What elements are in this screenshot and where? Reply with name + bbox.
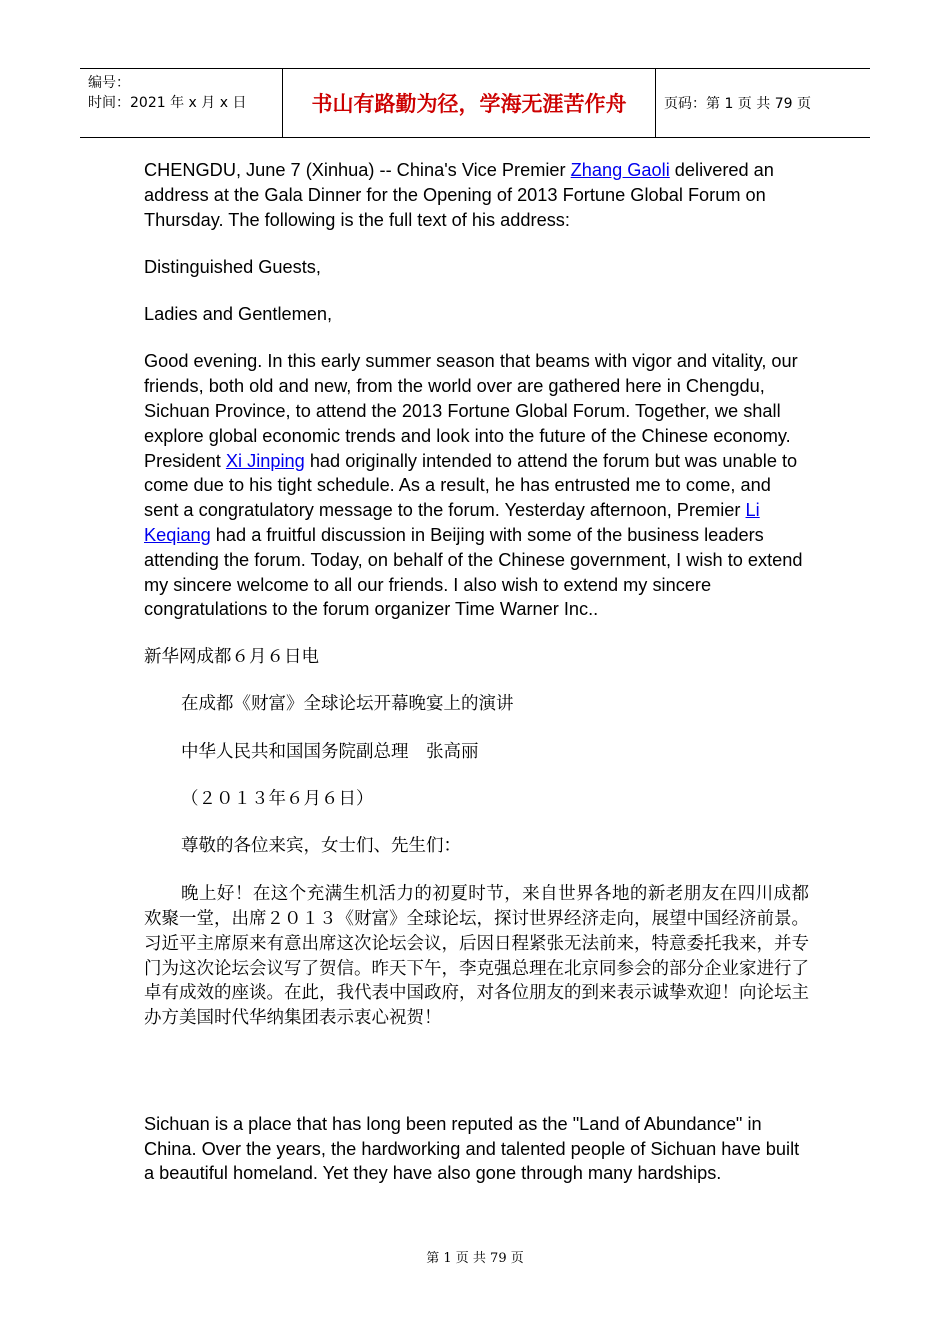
cn-speaker: 中华人民共和国国务院副总理 张高丽 (181, 741, 479, 762)
spacer (144, 1054, 809, 1112)
document-time-label: 时间：2021 年 x 月 x 日 (88, 95, 247, 111)
cn-dateline: 新华网成都６月６日电 (144, 646, 319, 667)
cn-speech-title: 在成都《财富》全球论坛开幕晚宴上的演讲 (181, 694, 514, 715)
cn-date: （２０１３年６月６日） (181, 788, 374, 809)
link-li-keqiang[interactable]: Li Keqiang (144, 500, 760, 546)
paragraph-intro: CHENGDU, June 7 (Xinhua) -- China's Vice Premier Zhang Gaoli delivered an address at the Gala Dinner for the Opening of 2013 Fortune Global Forum on Thursday. The following is the full text of his address: (144, 160, 774, 230)
page-header (80, 68, 870, 138)
link-xi-jinping[interactable]: Xi Jinping (225, 450, 305, 471)
document-body (144, 158, 809, 1209)
cn-paragraph-good-evening: 晚上好！在这个充满生机活力的初夏时节，来自世界各地的新老朋友在四川成都欢聚一堂，出席２０１３《财富》全球论坛，探讨世界经济走向，展望中国经济前景。习近平主席原来有意出席这次论坛会议，后因日程紧张无法前来，特意委托我来，并专门为这次论坛会议写了贺信。昨天下午，李克强总理在北京同参会的部分企业家进行了卓有成效的座谈。在此，我代表中国政府，对各位朋友的到来表示诚挚欢迎！向论坛主办方美国时代华纳集团表示衷心祝贺！ (144, 883, 809, 1029)
paragraph-sichuan: Sichuan is a place that has long been reputed as the "Land of Abundance" in China. Over the years, the hardworking and talented people of Sichuan have built a beautiful homeland. Yet they have also gone through many hardships. (144, 1113, 800, 1184)
cn-salutation: 尊敬的各位来宾，女士们、先生们： (181, 836, 461, 857)
header-page-code: 页码：第 1 页 共 79 页 (664, 96, 811, 112)
header-motto: 书山有路勤为径，学海无涯苦作舟 (282, 69, 656, 137)
header-meta (80, 69, 282, 137)
page-footer: 第 1 页 共 79 页 (426, 1251, 524, 1266)
document-number-label: 编号： (88, 75, 130, 91)
paragraph-salutation-ladies: Ladies and Gentlemen, (144, 304, 333, 325)
paragraph-good-evening: Good evening. In this early summer season that beams with vigor and vitality, our friends, both old and new, from the world over are gathered here in Chengdu, Sichuan Province, to attend the 2013 Fortune Global Forum. Together, we shall explore global economic trends and look into the future of the Chinese economy. President Xi Jinping had originally intended to attend the forum but was unable to come due to his tight schedule. As a result, he has entrusted me to come, and sent a congratulatory message to the forum. Yesterday afternoon, Premier Li Keqiang had a fruitful discussion in Beijing with some of the business leaders attending the forum. Today, on behalf of the Chinese government, I wish to extend my sincere welcome to all our friends. I also wish to extend my sincere congratulations to the forum organizer Time Warner Inc.. (144, 351, 803, 620)
paragraph-salutation-guests: Distinguished Guests, (144, 256, 321, 277)
link-zhang-gaoli[interactable]: Zhang Gaoli (570, 160, 670, 180)
